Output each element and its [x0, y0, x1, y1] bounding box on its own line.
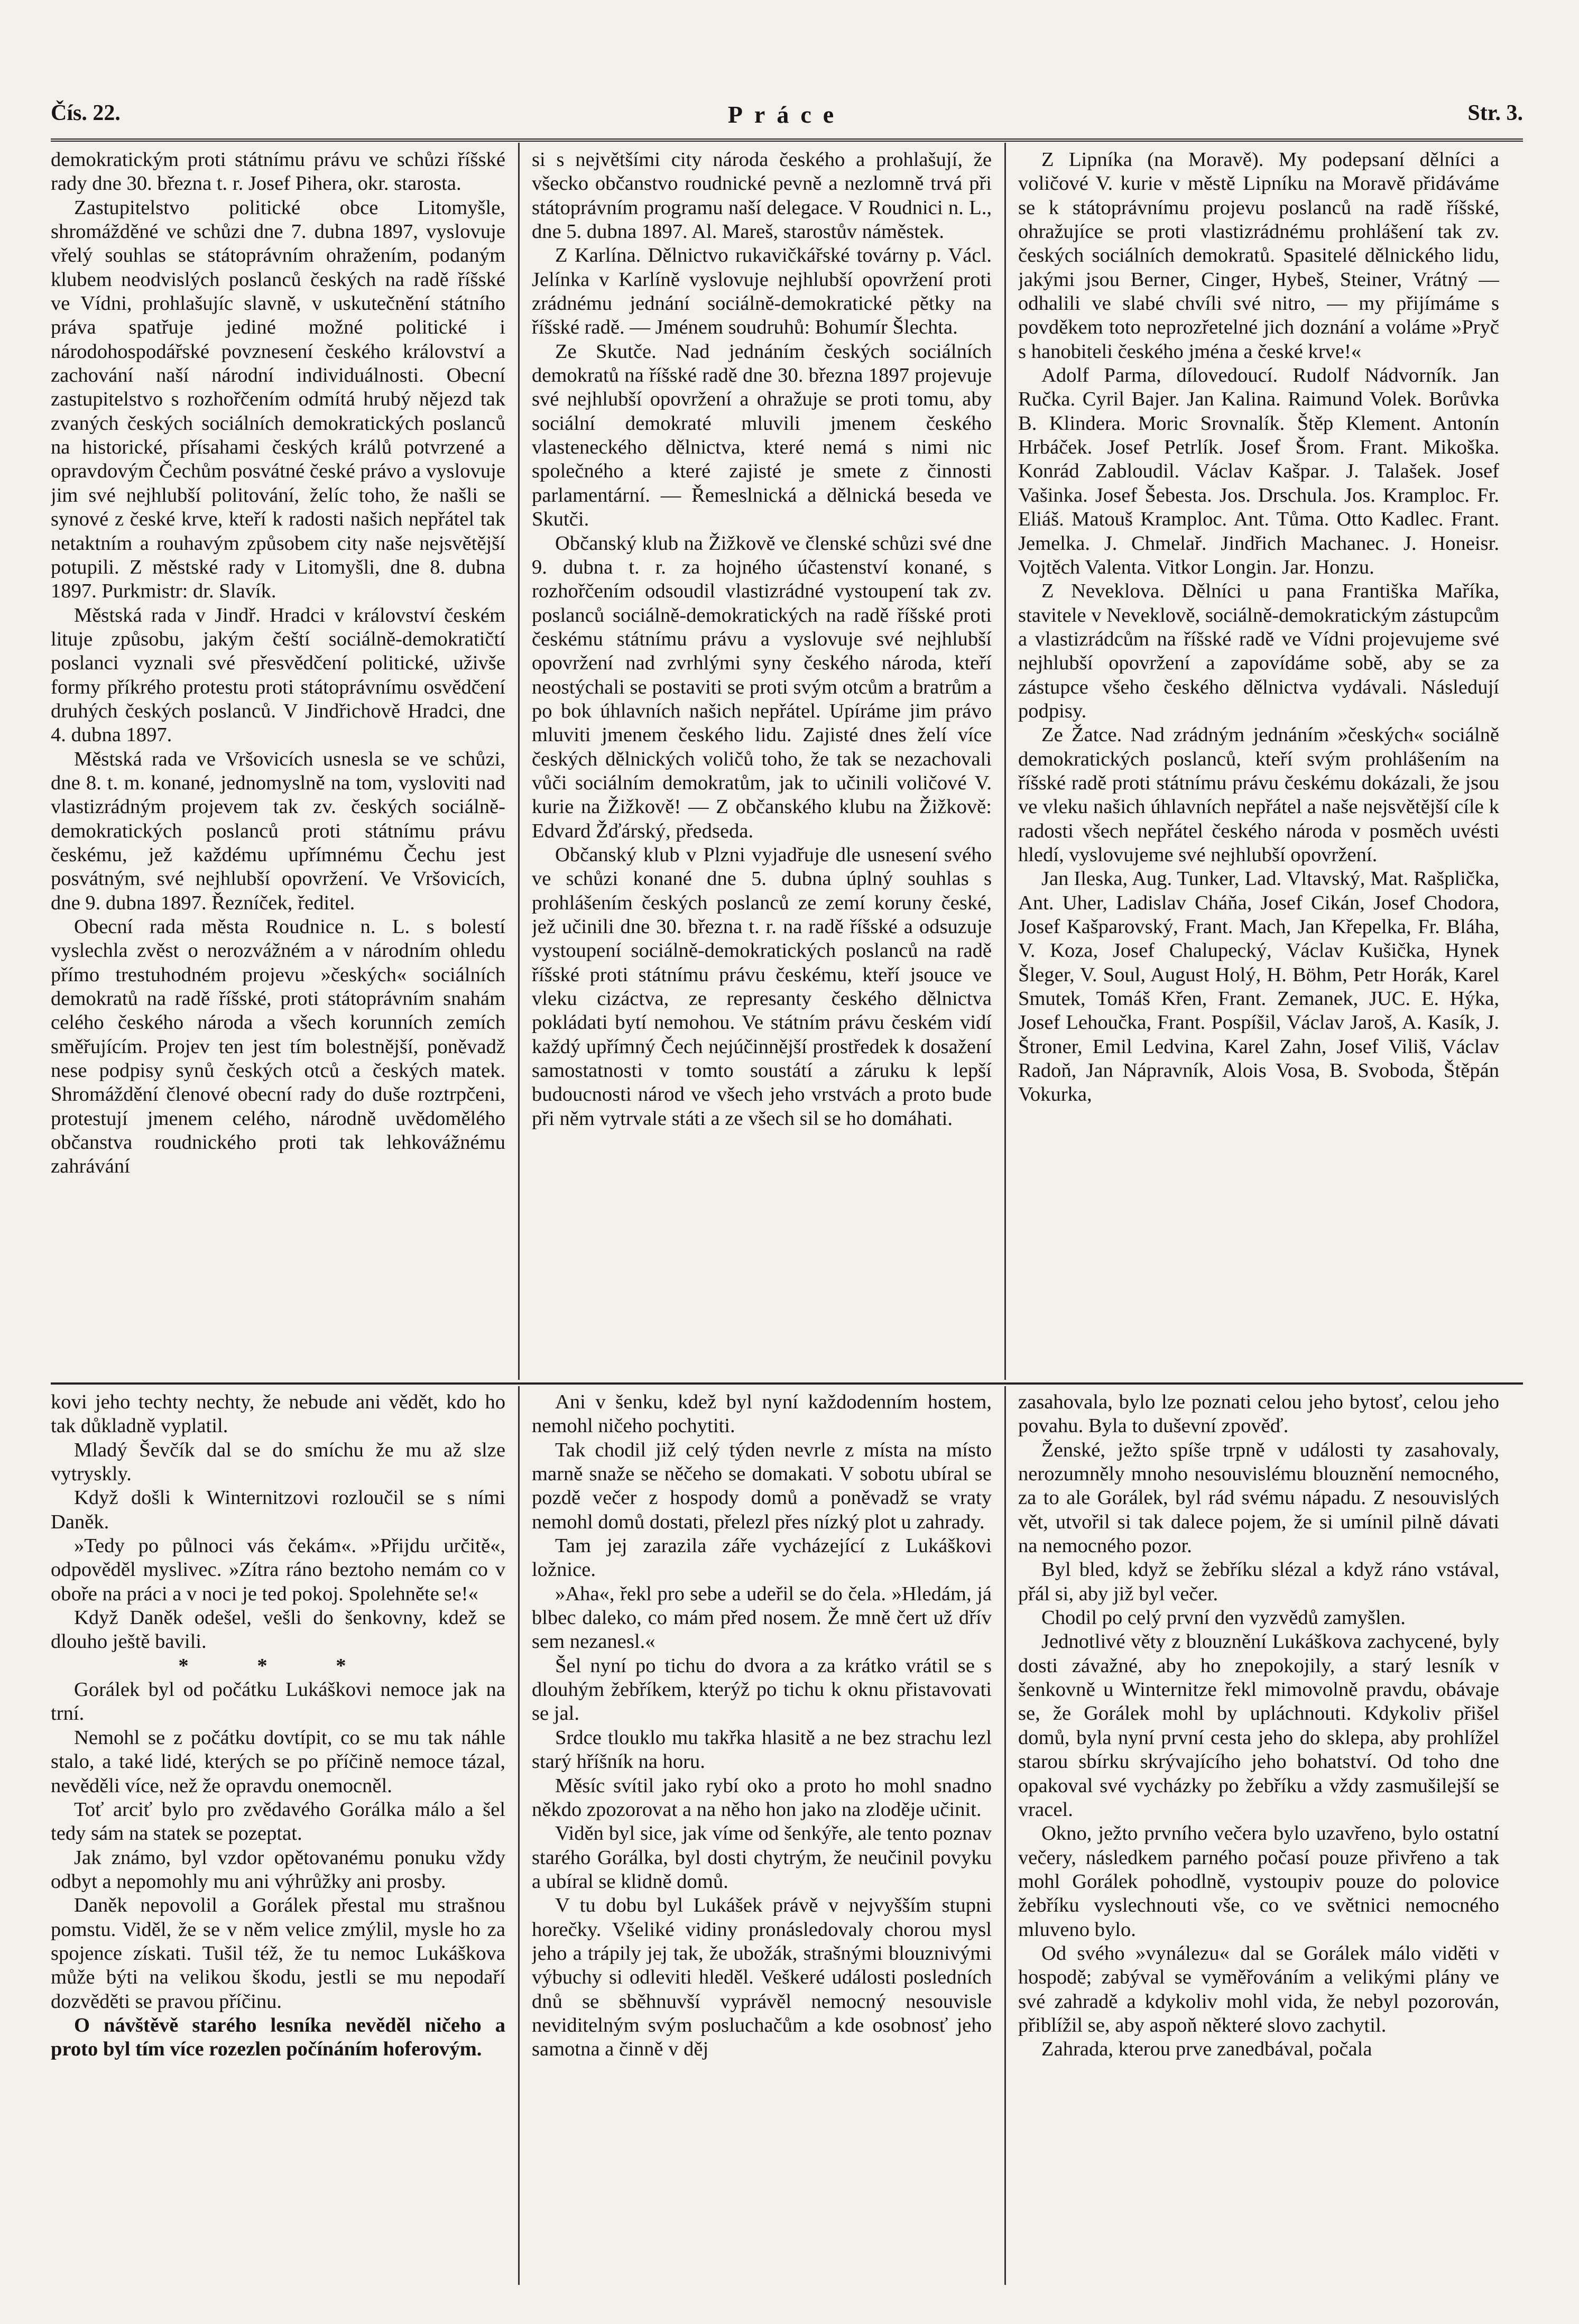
- paragraph: Srdce tlouklo mu takřka hlasitě a ne bez strachu lezl starý hříšník na horu.: [532, 1726, 992, 1773]
- paragraph: V tu dobu byl Lukášek právě v nejvyšším stupni horečky. Všeliké vidiny pronásledovaly chorou mysl jeho a trápily jej tak, že ubožák, strašnými blouznivými výbuchy si odleviti hleděl. Veškeré události posledních dnů se sběhnuvší vyprávěl nemocný nesouvisle neviditelným svým posluchačům a kde osobnosť jeho samotna a činně v děj: [532, 1894, 992, 2061]
- paragraph: Občanský klub na Žižkově ve členské schůzi své dne 9. dubna t. r. za hojného účastenství konané, s rozhořčením odsoudil vlastizrádné vystoupení tak zv. poslanců sociálně-demokratických na radě říšské proti českému státnímu právu a vyslovuje své nejhlubší opovržení nad zvrhlými syny českého národa, kteří neostýchali se postaviti se proti svým otcům a bratrům a po bok úhlavních našich nepřátel. Upíráme jim právo mluviti jmenem českého lidu. Zajisté dnes želí více českých dělnických voličů toho, že tak se nezachovali vůči sociálním demokratům, jak to učinili voličové V. kurie na Žižkově! — Z občanského klubu na Žižkově: Edvard Žďárský, předseda.: [532, 532, 992, 842]
- paragraph: »Tedy po půlnoci vás čekám«. »Přijdu určitě«, odpověděl myslivec. »Zítra ráno beztoho nemám co v oboře na práci a v noci je ted pokoj. Spolehněte se!«: [51, 1535, 505, 1605]
- paragraph: Z Lipníka (na Moravě). My podepsaní dělníci a voličové V. kurie v městě Lipníku na Moravě přidáváme se k státoprávnímu projevu poslanců na radě říšské, ohražujíce se proti vlastizrádnému prohlášení tak zv. českých sociálních demokratů. Spasitelé dělnického lidu, jakými jsou Berner, Cinger, Hybeš, Steiner, Vrátný — odhalili ve slabé chvíli své nitro, — my přijímáme s povděkem toto neprozřetelné jich doznání a voláme »Pryč s hanobiteli českého jména a české krve!«: [1018, 149, 1499, 363]
- signature-list: Jan Ileska, Aug. Tunker, Lad. Vltavský, Mat. Rašplička, Ant. Uher, Ladislav Cháňa, Josef Cikán, Josef Chodora, Josef Kašparovský, Frant. Mach, Jan Křepelka, Fr. Bláha, V. Koza, Josef Chalupecký, Václav Kušička, Hynek Šleger, V. Soul, August Holý, H. Böhm, Petr Horák, Karel Smutek, Tomáš Křen, Frant. Zemanek, JUC. E. Hýka, Josef Lehoučka, Frant. Pospíšil, Václav Jaroš, A. Kasík, J. Štroner, Emil Ledvina, Karel Zahn, Josef Viliš, Václav Radoň, Jan Nápravník, Alois Vosa, B. Svoboda, Štěpán Vokurka,: [1018, 868, 1499, 1106]
- paragraph: Toť arciť bylo pro zvědavého Gorálka málo a šel tedy sám na statek se pozeptat.: [51, 1798, 505, 1845]
- paragraph: Zastupitelstvo politické obce Litomyšle, shromážděné ve schůzi dne 7. dubna 1897, vyslovuje vřelý souhlas se státoprávním ohražením, podaným klubem neodvislých poslanců českých na radě říšské ve Vídni, prohlašujíc slavně, v uskutečnění státního práva spatřuje jediné možné politické i národohospodářské povznesení českého království a zachování naší národní individuálnosti. Obecní zastupitelstvo s rozhořčením odmítá hrubý nějezd tak zvaných českých sociálních demokratických poslanců na historické, přísahami českých králů potvrzené a opravdovým Čechům posvátné české právo a vyslovuje jim své nejhlubší politování, želíc toho, že našli se synové z české krve, kteří k radosti našich nepřátel tak netaktním a rouhavým způsobem city naše nejsvětější potupili. Z městské rady v Litomyšli, dne 8. dubna 1897. Purkmistr: dr. Slavík.: [51, 196, 505, 603]
- paragraph: Obecní rada města Roudnice n. L. s bolestí vyslechla zvěst o nerozvážném a v národním ohledu přímo trestuhodném projevu »českých« sociálních demokratů na radě říšské, proti státoprávním snahám celého českého národa a všech korunních zemích směřujícím. Projev ten jest tím bolestnější, poněvadž nese podpisy synů českých otců a českých matek. Shromáždění členové obecní rady do duše roztrpčeni, protestují jmenem celého, národně uvědomělého občanstva roudnického proti tak lehkovážnému zahrávání: [51, 916, 505, 1178]
- paragraph: kovi jeho techty nechty, že nebude ani vědět, kdo ho tak důkladně vyplatil.: [51, 1391, 505, 1437]
- column-divider: [1004, 1386, 1006, 2285]
- paragraph: zasahovala, bylo lze poznati celou jeho bytosť, celou jeho povahu. Byla to duševní zpověď.: [1018, 1391, 1499, 1437]
- paragraph: Okno, ježto prvního večera bylo uzavřeno, bylo ostatní večery, následkem parného počasí pouze přivřeno a tak mohl Gorálek pohodlně, vystoupiv pouze do polovice žebříku vyslechnouti vše, co ve světnici nemocného mluveno bylo.: [1018, 1822, 1499, 1941]
- header-rule: [51, 139, 1523, 145]
- paragraph: Šel nyní po tichu do dvora a za krátko vrátil se s dlouhým žebříkem, kterýž po tichu k oknu přistavovati se jal.: [532, 1654, 992, 1725]
- paragraph: Jak známo, byl vzdor opětovanému ponuku vždy odbyt a nepomohly mu ani výhrůžky ani prosby.: [51, 1846, 505, 1893]
- paragraph: si s největšími city národa českého a prohlašují, že všecko občanstvo roudnické pevně a nezlomně trvá při státoprávním programu naší delegace. V Roudnici n. L., dne 5. dubna 1897. Al. Mareš, starostův náměstek.: [532, 149, 992, 243]
- page-number: Str. 3.: [1467, 101, 1523, 125]
- issue-number: Čís. 22.: [51, 101, 121, 125]
- paragraph: Když došli k Winternitzovi rozloučil se s ními Daněk.: [51, 1487, 505, 1533]
- paragraph: Městská rada v Jindř. Hradci v království českém lituje způsobu, jakým čeští sociálně-demokratičtí poslanci vyznali své přesvědčení politické, uživše formy příkrého protestu proti státoprávnímu osvědčení druhých českých poslanců. V Jindřichově Hradci, dne 4. dubna 1897.: [51, 604, 505, 746]
- column-divider: [518, 143, 520, 1380]
- paragraph: Daněk nepovolil a Gorálek přestal mu strašnou pomstu. Viděl, že se v něm velice zmýlil, mysle ho za spojence získati. Tušil též, že tu nemoc Lukáškova může býti na velikou škodu, jestli se mu nepodaří dozvěděti se pravou příčinu.: [51, 1894, 505, 2013]
- paragraph: demokratickým proti státnímu právu ve schůzi říšské rady dne 30. března t. r. Josef Pihera, okr. starosta.: [51, 149, 505, 195]
- bottom-column-1: [51, 1390, 505, 2284]
- bottom-column-2: [532, 1390, 992, 2284]
- paragraph: Ani v šenku, kdež byl nyní každodenním hostem, nemohl ničeho pochytiti.: [532, 1391, 992, 1437]
- paragraph: Od svého »vynálezu« dal se Gorálek málo viděti v hospodě; zabýval se vyměřováním a velikými plány ve své zahradě a kdykoliv mohl vida, že nebyl pozorován, přiblížil se, aby aspoň některé slovo zachytil.: [1018, 1942, 1499, 2036]
- paragraph: Zahrada, kterou prve zanedbával, počala: [1041, 2038, 1372, 2061]
- paragraph: Ze Žatce. Nad zrádným jednáním »českých« sociálně demokratických poslanců, kteří svým prohlášením na říšské radě proti státnímu právu českému dokázali, že jsou ve vleku našich úhlavních nepřátel a naše nejsvětější cíle k radosti všech nepřátel českého národa v posměch uvésti hledí, vyslovujeme své nejhlubší opovržení.: [1018, 724, 1499, 866]
- paragraph: »Aha«, řekl pro sebe a udeřil se do čela. »Hledám, já blbec daleko, co mám před nosem. Že mně čert už dřív sem nezanesl.«: [532, 1582, 992, 1653]
- paragraph: Jednotlivé věty z blouznění Lukáškova zachycené, byly dosti závažné, aby ho znepokojily, a starý lesník v šenkovně u Winternitze řekl mimovolně pravdu, obávaje se, že Gorálek mohl by upláchnouti. Kdykoliv přišel domů, byla nyní první cesta jeho do sklepa, aby prohlížel starou sbírku skrývajícího jeho bohatství. Od toho dne opakoval své vycházky po žebříku a vždy zasmušilejší se vracel.: [1018, 1630, 1499, 1821]
- paragraph: Viděn byl sice, jak víme od šenkýře, ale tento poznav starého Gorálka, byl dosti chytrým, že neučinil povyku a ubíral se klidně domů.: [532, 1822, 992, 1893]
- top-column-1: [51, 148, 505, 1375]
- paragraph: O návštěvě starého lesníka nevěděl ničeho a proto byl tím více rozezlen počínáním hoferovým.: [51, 2014, 505, 2061]
- page-header: [51, 90, 1523, 143]
- paragraph: Tam jej zarazila záře vycházející z Lukáškovi ložnice.: [532, 1535, 992, 1581]
- paragraph: Ze Skutče. Nad jednáním českých sociálních demokratů na říšské radě dne 30. března 1897 projevuje své nejhlubší opovržení a ohražuje se proti tomu, aby sociální demokraté mluvili jmenem českého vlasteneckého dělnictva, které nemá s nimi nic společného a které zajisté je smete z činnosti parlamentární. — Řemeslnická a dělnická beseda ve Skutči.: [532, 340, 992, 531]
- newspaper-title: Práce: [727, 101, 846, 128]
- paragraph: Mladý Ševčík dal se do smíchu že mu až slze vytryskly.: [51, 1438, 505, 1486]
- paragraph: Měsíc svítil jako rybí oko a proto ho mohl snadno někdo zpozorovat a na něho hon jako na zloděje učinit.: [532, 1774, 992, 1821]
- paragraph: Občanský klub v Plzni vyjadřuje dle usnesení svého ve schůzi konané dne 5. dubna úplný souhlas s prohlášením českých poslanců ze zemí koruny české, jež učinili dne 30. března t. r. na radě říšské a odsuzuje vystoupení sociálně-demokratických poslanců na radě říšské proti státnímu právu českému, kteří jsouce ve vleku cizáctva, ze represanty českého dělnictva pokládati bytí nemohou. Ve státním právu českém vidí každý upřímný Čech nejúčinnější prostředek k dosažení samostatnosti v tomto soustátí a záruku k lepší budoucnosti národ ve všech jeho vrstvách a proto bude při něm vytrvale státi a ze všech sil se ho domáhati.: [532, 843, 992, 1130]
- signature-list: Adolf Parma, dílovedoucí. Rudolf Nádvorník. Jan Ručka. Cyril Bajer. Jan Kalina. Raimund Volek. Borůvka B. Klindera. Moric Srovnalík. Štěp Klement. Antonín Hrbáček. Josef Petrlík. Josef Šrom. Frant. Mikoška. Konrád Zabloudil. Václav Kašpar. J. Talašek. Josef Vašinka. Josef Šebesta. Jos. Drschula. Jos. Kramploc. Fr. Eliáš. Matouš Kramploc. Ant. Tůma. Otto Kadlec. Frant. Jemelka. J. Chmelař. Jindřich Machanec. J. Honeisr. Vojtěch Valenta. Vitkor Longin. Jar. Honzu.: [1018, 364, 1499, 578]
- paragraph: Ženské, ježto spíše trpně v události ty zasahovaly, nerozumněly mnoho nesouvislému blouznění nemocného, za to ale Gorálek, byl rád svému nápadu. Z nesouvislých vět, utvořil si tak dalece pojem, že si umínil pilně dávati na nemocného pozor.: [1018, 1438, 1499, 1557]
- bottom-column-3: [1018, 1390, 1499, 2284]
- paragraph: Gorálek byl od počátku Lukáškovi nemoce jak na trní.: [51, 1679, 505, 1725]
- paragraph: Městská rada ve Vršovicích usnesla se ve schůzi, dne 8. t. m. konané, jednomyslně na tom, vysloviti nad vlastizrádným projevem tak zv. českých sociálně-demokratických poslanců proti státnímu právu českému, jež každému upřímnému Čechu jest posvátným, své nejhlubší opovržení. Ve Vršovicích, dne 9. dubna 1897. Řezníček, ředitel.: [51, 748, 505, 914]
- paragraph: Byl bled, když se žebříku slézal a když ráno vstával, přál si, aby již byl večer.: [1018, 1558, 1499, 1605]
- top-column-2: [532, 148, 992, 1375]
- top-column-3: [1018, 148, 1499, 1375]
- paragraph: Chodil po celý první den vyzvědů zamyšlen.: [1041, 1607, 1406, 1629]
- paragraph: Když Daněk odešel, vešli do šenkovny, kdež se dlouho ještě bavili.: [51, 1607, 505, 1653]
- section-separator: * * *: [178, 1654, 378, 1677]
- section-rule: [51, 1382, 1523, 1385]
- paragraph: Tak chodil již celý týden nevrle z místa na místo marně snaže se něčeho se domakati. V sobotu ubíral se pozdě večer z hospody domů a poněvadž se vraty nemohl domů dostati, přelezl přes nízký plot u zahrady.: [532, 1438, 992, 1533]
- column-divider: [518, 1386, 520, 2285]
- paragraph: Z Karlína. Dělnictvo rukavičkářské továrny p. Václ. Jelínka v Karlíně vyslovuje nejhlubší opovržení proti zrádnému jednání sociálně-demokratické pětky na říšské radě. — Jménem soudruhů: Bohumír Šlechta.: [532, 244, 992, 339]
- paragraph: Nemohl se z počátku dovtípit, co se mu tak náhle stalo, a také lidé, kterých se po příčině nemoce tázal, nevěděli více, než že opravdu onemocněl.: [51, 1726, 505, 1797]
- paragraph: Z Neveklova. Dělníci u pana Františka Maříka, stavitele v Neveklově, sociálně-demokratickým zástupcům a vlastizrádcům na říšské radě ve Vídni projevujeme své nejhlubší opovržení a zapovídáme sobě, aby se za zástupce všeho českého dělnictva vydávali. Následují podpisy.: [1018, 580, 1499, 722]
- column-divider: [1004, 143, 1006, 1380]
